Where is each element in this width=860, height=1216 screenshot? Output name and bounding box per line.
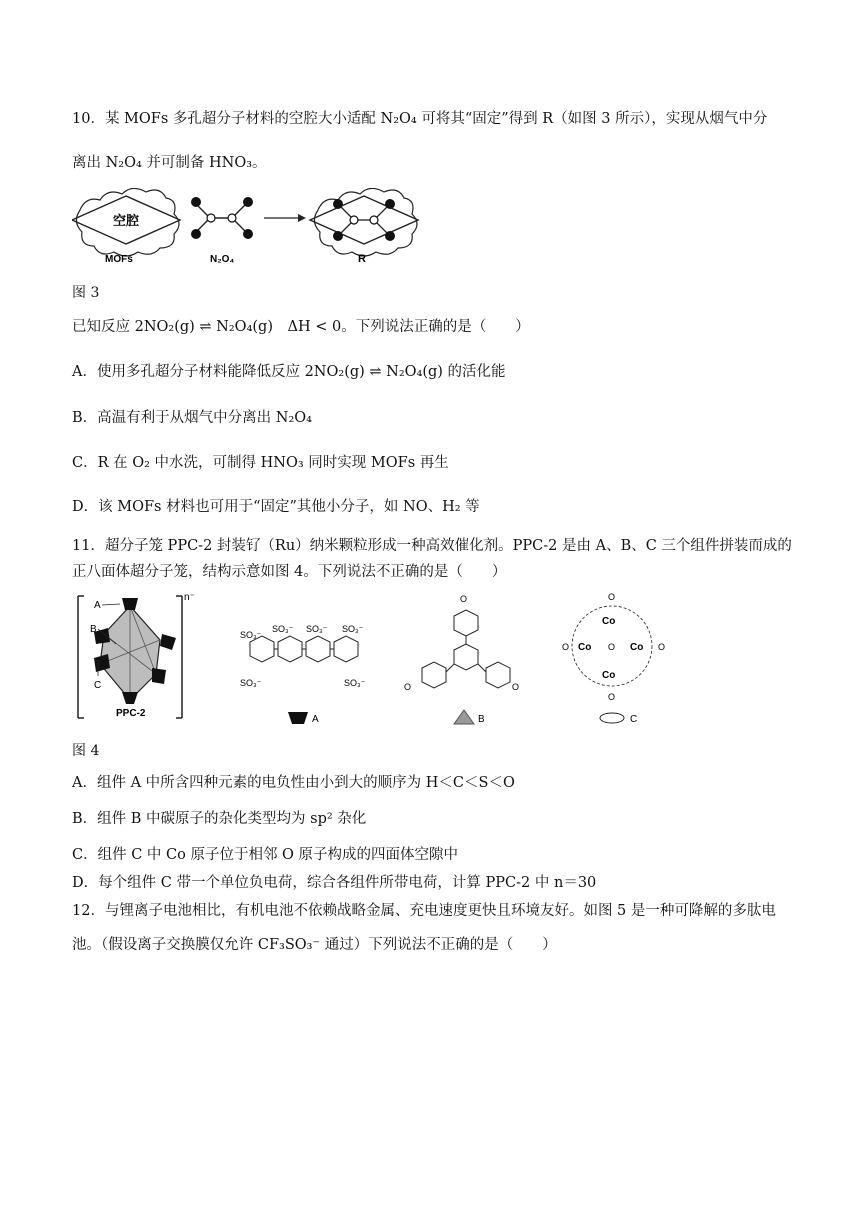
figure-4-caption: 图 4 xyxy=(72,743,100,759)
component-c-label: C xyxy=(630,714,638,725)
so3-label: SO₃⁻ xyxy=(344,678,366,688)
n2o4-label: N₂O₄ xyxy=(210,254,235,265)
cavity-label: 空腔 xyxy=(112,213,140,228)
ppc2-cage xyxy=(78,592,195,719)
o-label: O xyxy=(608,592,616,602)
q10-option-b: B．高温有利于从烟气中分离出 N₂O₄ xyxy=(72,410,312,426)
o-label: O xyxy=(658,642,666,652)
q10-option-d: D．该 MOFs 材料也可用于“固定”其他小分子，如 NO、H₂ 等 xyxy=(72,499,480,515)
co-label: Co xyxy=(602,616,616,627)
q10-option-a: A．使用多孔超分子材料能降低反应 2NO₂(g) ⇌ N₂O₄(g) 的活化能 xyxy=(72,364,506,380)
component-a-label: A xyxy=(312,714,319,725)
o-label: O xyxy=(562,642,570,652)
co-label: Co xyxy=(602,670,616,681)
component-c-structure xyxy=(562,592,665,725)
o-label: O xyxy=(512,682,520,692)
reaction-arrow xyxy=(264,214,306,222)
co-label: Co xyxy=(630,642,644,653)
component-b-label: B xyxy=(478,714,485,725)
so3-label: SO₃⁻ xyxy=(342,624,364,634)
q10-option-c: C．R 在 O₂ 中水洗，可制得 HNO₃ 同时实现 MOFs 再生 xyxy=(72,455,449,471)
label-c: C xyxy=(94,680,102,691)
n2o4-molecule xyxy=(191,197,253,265)
figure-4 xyxy=(72,588,712,730)
q11-option-b: B．组件 B 中碳原子的杂化类型均为 sp² 杂化 xyxy=(72,811,367,827)
q11-option-d: D．每个组件 C 带一个单位负电荷，综合各组件所带电荷，计算 PPC-2 中 n＝30 xyxy=(72,875,597,891)
q11-stem-line2: 正八面体超分子笼，结构示意如图 4。下列说法不正确的是（ ） xyxy=(72,564,507,580)
figure-3 xyxy=(72,188,432,268)
figure-3-caption: 图 3 xyxy=(72,285,100,301)
q10-stem-line1: 10．某 MOFs 多孔超分子材料的空腔大小适配 N₂O₄ 可将其“固定”得到 R（如图 3 所示），实现从烟气中分 xyxy=(72,111,768,127)
o-label: O xyxy=(608,692,616,702)
r-label: R xyxy=(358,253,366,265)
so3-label: SO₃⁻ xyxy=(240,630,262,640)
q10-known-reaction: 已知反应 2NO₂(g) ⇌ N₂O₄(g) ΔH < 0。下列说法正确的是（ ） xyxy=(72,319,530,335)
q11-stem-line1: 11．超分子笼 PPC-2 封装钌（Ru）纳米颗粒形成一种高效催化剂。PPC-2 是由 A、B、C 三个组件拼装而成的 xyxy=(72,538,792,554)
co-label: Co xyxy=(578,642,592,653)
o-label: O xyxy=(608,642,616,652)
label-a: A xyxy=(94,600,101,611)
q12-stem-line2: 池。（假设离子交换膜仅允许 CF₃SO₃⁻ 通过）下列说法不正确的是（ ） xyxy=(72,937,557,953)
ppc2-label: PPC-2 xyxy=(116,708,146,719)
component-a-structure xyxy=(240,624,366,725)
q11-option-c: C．组件 C 中 Co 原子位于相邻 O 原子构成的四面体空隙中 xyxy=(72,847,459,863)
o-label: O xyxy=(404,682,412,692)
so3-label: SO₃⁻ xyxy=(306,624,328,634)
label-b: B xyxy=(90,624,97,635)
q12-stem-line1: 12．与锂离子电池相比，有机电池不依赖战略金属、充电速度更快且环境友好。如图 5 是一种可降解的多肽电 xyxy=(72,903,776,919)
q11-option-a: A．组件 A 中所含四种元素的电负性由小到大的顺序为 H＜C＜S＜O xyxy=(72,775,515,791)
mofs-label: MOFs xyxy=(105,254,133,265)
r-structure xyxy=(310,188,418,265)
charge-n-label: n⁻ xyxy=(184,592,195,603)
so3-label: SO₃⁻ xyxy=(240,678,262,688)
component-b-structure xyxy=(404,594,519,725)
so3-label: SO₃⁻ xyxy=(272,624,294,634)
mofs-structure xyxy=(72,188,180,265)
q10-stem-line2: 离出 N₂O₄ 并可制备 HNO₃。 xyxy=(72,155,267,171)
o-label: O xyxy=(460,594,468,604)
